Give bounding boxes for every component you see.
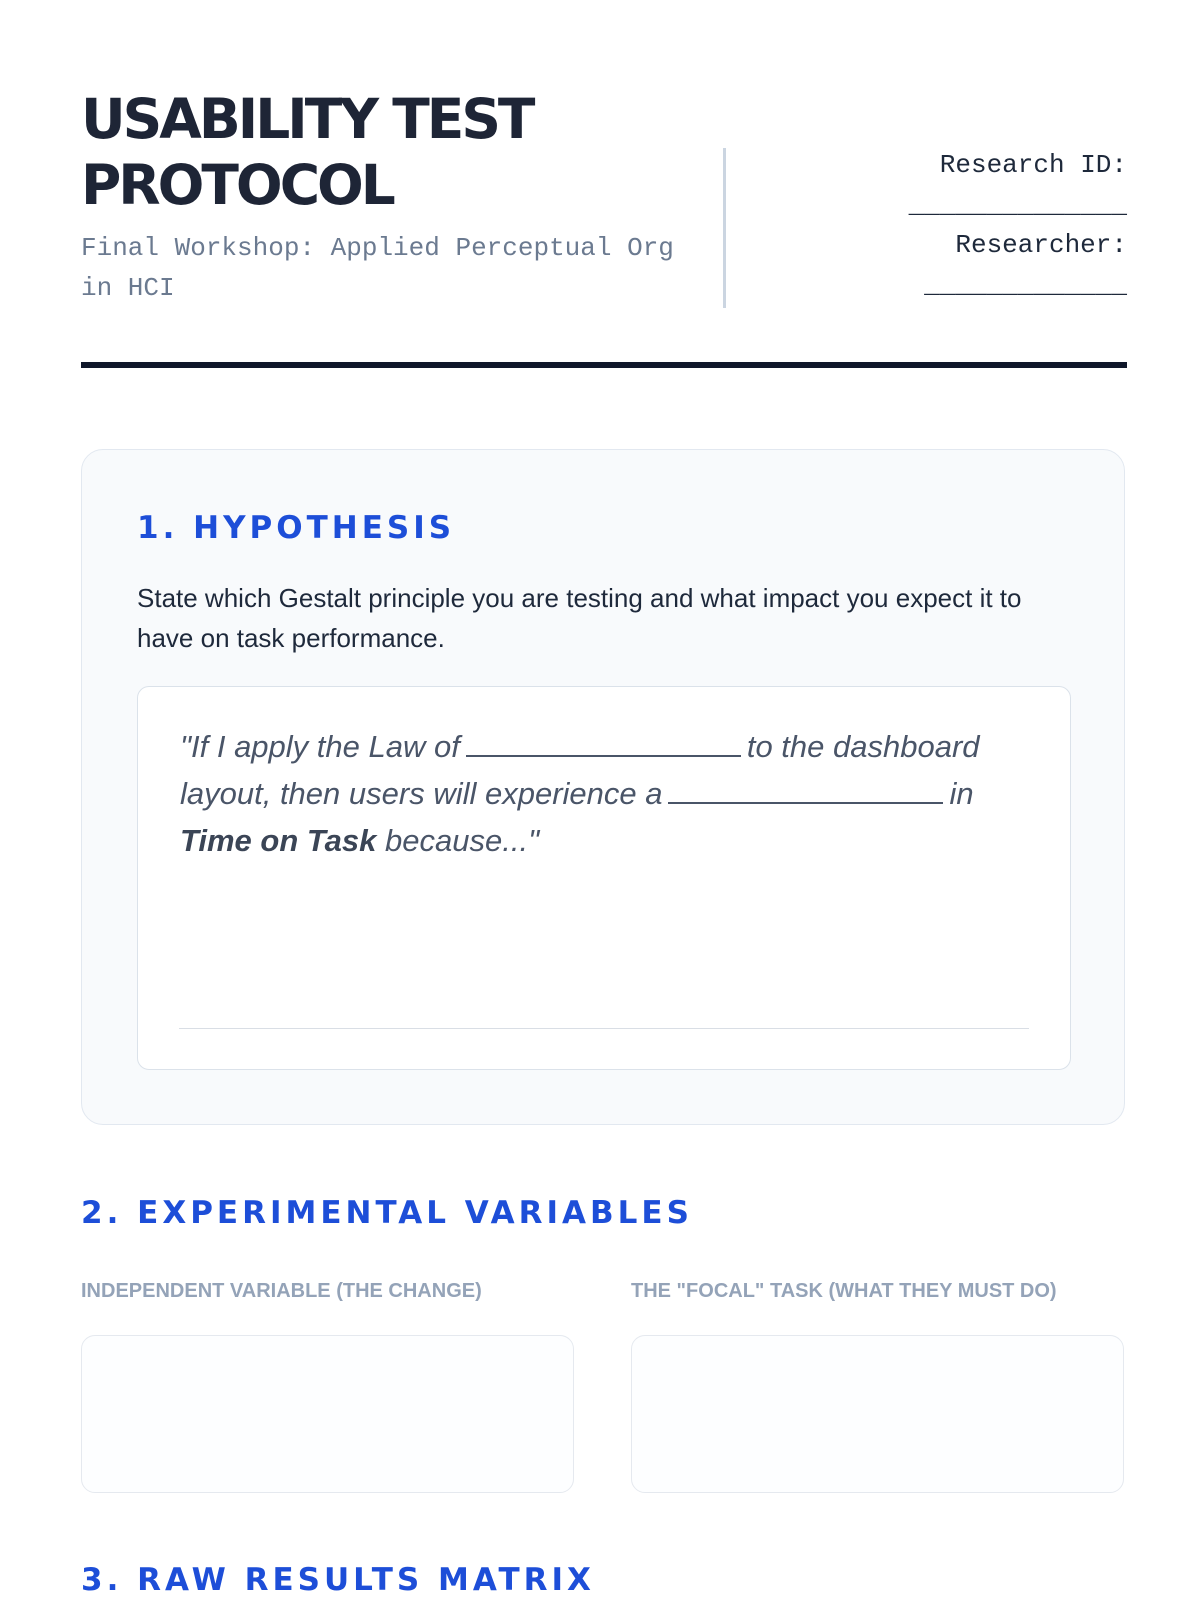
independent-variable-label: INDEPENDENT VARIABLE (THE CHANGE) <box>81 1280 482 1302</box>
protocol-page <box>81 0 1127 1598</box>
researcher-field[interactable]: _____________ <box>924 270 1127 300</box>
template-part-4: because..." <box>385 823 540 858</box>
document-subtitle: Final Workshop: Applied Perceptual Org in HCI <box>81 233 674 303</box>
focal-task-label: THE "FOCAL" TASK (WHAT THEY MUST DO) <box>631 1280 1057 1302</box>
template-part-3: in <box>949 776 974 811</box>
document-header <box>81 0 1127 372</box>
impact-blank[interactable] <box>668 776 943 804</box>
header-divider <box>723 148 726 308</box>
hypothesis-heading: 1. HYPOTHESIS <box>137 510 456 546</box>
results-heading: 3. RAW RESULTS MATRIX <box>81 1562 595 1598</box>
independent-variable-input[interactable] <box>81 1335 574 1493</box>
research-meta <box>747 148 1127 308</box>
hypothesis-instructions: State which Gestalt principle you are testing and what impact you expect it to have on task performance. <box>137 583 1022 653</box>
hypothesis-answer-box[interactable] <box>137 686 1071 1070</box>
answer-line <box>179 1028 1029 1029</box>
header-rule <box>81 362 1127 368</box>
research-id-label: Research ID: <box>939 150 1127 180</box>
hypothesis-template <box>180 723 1040 864</box>
focal-task-input[interactable] <box>631 1335 1124 1493</box>
template-part-2: to the dashboard layout, then users will experience a <box>180 729 980 811</box>
variables-heading: 2. EXPERIMENTAL VARIABLES <box>81 1195 693 1231</box>
research-id-field[interactable]: ______________ <box>908 190 1127 220</box>
template-part-1: "If I apply the Law of <box>180 729 460 764</box>
template-metric: Time on Task <box>180 823 377 858</box>
document-title: USABILITY TEST PROTOCOL <box>81 87 533 217</box>
principle-blank[interactable] <box>466 729 741 757</box>
hypothesis-card <box>81 449 1125 1125</box>
researcher-label: Researcher: <box>955 230 1127 260</box>
